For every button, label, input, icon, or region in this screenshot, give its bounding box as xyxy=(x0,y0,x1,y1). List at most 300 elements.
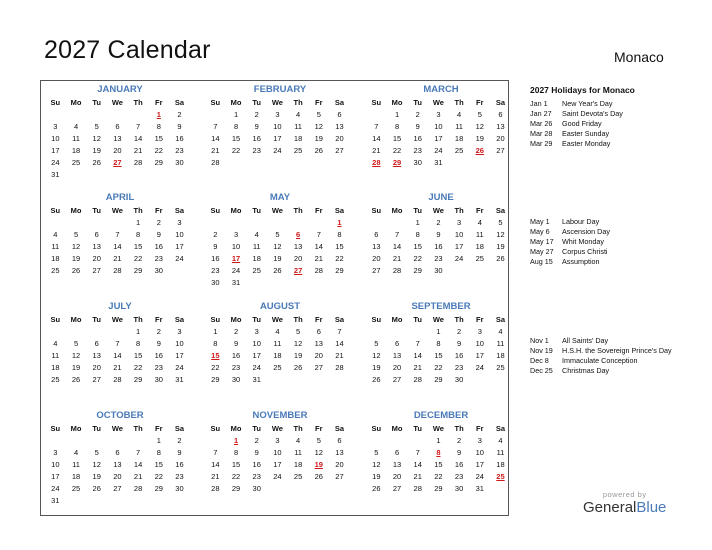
day-cell: 7 xyxy=(115,339,120,348)
day-cell: 4 xyxy=(296,110,301,119)
day-cell: 7 xyxy=(136,122,141,131)
day-cell: 17 xyxy=(252,351,261,360)
day-cell: 23 xyxy=(175,146,184,155)
day-cell: 24 xyxy=(51,158,60,167)
empty-day-cell xyxy=(128,169,149,181)
day-cell: 8 xyxy=(156,448,161,457)
weekday-label: Th xyxy=(454,424,464,433)
day-cell: 8 xyxy=(233,448,239,457)
day-cell: 22 xyxy=(392,146,402,155)
weekday-label: Sa xyxy=(174,206,185,215)
day-cell: 15 xyxy=(133,351,143,360)
day-cell: 17 xyxy=(51,472,60,481)
day-cell: 7 xyxy=(115,230,120,239)
holiday-date: Jan 27 xyxy=(530,109,552,118)
empty-day-cell xyxy=(86,495,107,507)
day-cell: 22 xyxy=(231,146,241,155)
weekday-label: Sa xyxy=(174,315,185,324)
week-row xyxy=(366,241,516,253)
empty-day-cell xyxy=(329,483,350,495)
day-cell: 2 xyxy=(156,327,161,336)
holiday-date: Nov 19 xyxy=(530,346,553,355)
day-cell: 2 xyxy=(233,327,239,336)
day-cell: 14 xyxy=(413,460,422,469)
day-cell: 27 xyxy=(372,266,381,275)
day-cell: 10 xyxy=(273,448,282,457)
day-cell: 4 xyxy=(498,436,503,445)
day-cell: 19 xyxy=(71,254,81,263)
day-cell: 14 xyxy=(211,134,220,143)
empty-day-cell xyxy=(86,217,107,229)
week-row xyxy=(366,338,516,350)
day-cell: 20 xyxy=(314,351,323,360)
weekday-label: Mo xyxy=(70,424,82,433)
weekday-label: Tu xyxy=(92,206,102,215)
day-cell: 24 xyxy=(273,472,282,481)
empty-day-cell xyxy=(66,217,87,229)
day-cell: 6 xyxy=(498,110,503,119)
day-cell: 6 xyxy=(337,110,342,119)
day-cell: 20 xyxy=(293,254,303,263)
weekday-label: Th xyxy=(133,424,143,433)
week-row xyxy=(45,229,195,241)
week-row xyxy=(45,362,195,374)
week-row xyxy=(45,471,195,483)
day-cell: 20 xyxy=(92,363,101,372)
day-cell: 6 xyxy=(337,436,342,445)
empty-day-cell xyxy=(45,326,66,338)
month-name: DECEMBER xyxy=(413,410,469,421)
month-february xyxy=(205,83,355,169)
day-cell: 27 xyxy=(335,146,344,155)
holiday-day-cell: 19 xyxy=(314,460,323,469)
day-cell: 14 xyxy=(413,351,422,360)
holiday-list-title: 2027 Holidays for Monaco xyxy=(530,85,635,95)
week-row xyxy=(205,350,355,362)
day-cell: 12 xyxy=(314,122,323,131)
weekday-label: Th xyxy=(133,206,143,215)
week-row xyxy=(45,350,195,362)
week-row xyxy=(45,217,195,229)
day-cell: 1 xyxy=(394,110,400,119)
day-cell: 26 xyxy=(71,266,81,275)
empty-day-cell xyxy=(66,326,87,338)
day-cell: 18 xyxy=(71,472,81,481)
day-cell: 4 xyxy=(73,122,79,131)
day-cell: 30 xyxy=(454,484,464,493)
day-cell: 6 xyxy=(394,448,400,457)
day-cell: 9 xyxy=(415,122,420,131)
day-cell: 30 xyxy=(154,375,163,384)
day-cell: 11 xyxy=(72,460,80,469)
empty-day-cell xyxy=(449,265,470,277)
week-row xyxy=(366,145,516,157)
weekday-header xyxy=(366,423,516,435)
day-cell: 3 xyxy=(436,110,441,119)
day-cell: 18 xyxy=(496,460,505,469)
holiday-list xyxy=(530,85,708,375)
day-cell: 26 xyxy=(314,472,323,481)
day-cell: 20 xyxy=(335,134,344,143)
day-cell: 22 xyxy=(154,472,163,481)
day-cell: 24 xyxy=(231,266,241,275)
day-cell: 9 xyxy=(233,339,239,348)
day-cell: 9 xyxy=(254,122,259,131)
holiday-date: Mar 29 xyxy=(530,139,553,148)
day-cell: 13 xyxy=(92,351,101,360)
month-april xyxy=(45,191,195,277)
weekday-label: Th xyxy=(454,315,464,324)
week-row xyxy=(45,109,195,121)
day-cell: 16 xyxy=(154,242,163,251)
holiday-row xyxy=(530,366,708,376)
weekday-label: Sa xyxy=(334,424,345,433)
day-cell: 3 xyxy=(457,218,462,227)
day-cell: 5 xyxy=(94,122,99,131)
day-cell: 13 xyxy=(335,448,344,457)
day-cell: 30 xyxy=(231,375,241,384)
day-cell: 4 xyxy=(254,230,259,239)
empty-day-cell xyxy=(490,483,511,495)
day-cell: 20 xyxy=(392,472,402,481)
day-cell: 29 xyxy=(434,484,443,493)
day-cell: 19 xyxy=(475,134,484,143)
day-cell: 5 xyxy=(498,218,503,227)
empty-day-cell xyxy=(407,435,428,447)
day-cell: 10 xyxy=(175,339,184,348)
day-cell: 24 xyxy=(175,363,184,372)
day-cell: 17 xyxy=(475,460,484,469)
weekday-label: We xyxy=(111,315,123,324)
day-cell: 7 xyxy=(213,448,218,457)
week-row xyxy=(205,121,355,133)
day-cell: 24 xyxy=(51,484,60,493)
day-cell: 31 xyxy=(475,484,484,493)
weekday-label: Mo xyxy=(230,424,242,433)
weekday-label: Mo xyxy=(70,315,82,324)
week-row xyxy=(205,447,355,459)
day-cell: 24 xyxy=(273,146,282,155)
day-cell: 14 xyxy=(314,242,323,251)
empty-day-cell xyxy=(469,157,490,169)
day-cell: 23 xyxy=(454,363,464,372)
day-cell: 12 xyxy=(475,122,484,131)
holiday-day-cell: 8 xyxy=(436,448,441,457)
holiday-name: H.S.H. the Sovereign Prince's Day xyxy=(562,346,672,355)
day-cell: 13 xyxy=(372,242,381,251)
weekday-label: Tu xyxy=(413,424,423,433)
day-cell: 11 xyxy=(273,339,282,348)
empty-day-cell xyxy=(246,157,267,169)
day-cell: 29 xyxy=(413,266,422,275)
day-cell: 10 xyxy=(475,448,484,457)
day-cell: 18 xyxy=(51,363,60,372)
holiday-row xyxy=(530,139,708,149)
month-name: JANUARY xyxy=(97,84,143,95)
day-cell: 17 xyxy=(273,460,282,469)
empty-day-cell xyxy=(329,157,350,169)
weekday-label: Fr xyxy=(476,424,484,433)
day-cell: 22 xyxy=(211,363,220,372)
empty-day-cell xyxy=(169,495,190,507)
day-cell: 3 xyxy=(233,230,239,239)
month-name: JULY xyxy=(108,301,132,312)
month-january xyxy=(45,83,195,181)
day-cell: 1 xyxy=(136,327,141,336)
day-cell: 16 xyxy=(175,134,184,143)
day-cell: 7 xyxy=(316,230,321,239)
day-cell: 15 xyxy=(413,242,422,251)
week-row xyxy=(205,277,355,289)
weekday-label: Tu xyxy=(252,206,262,215)
day-cell: 30 xyxy=(175,158,184,167)
empty-day-cell xyxy=(66,495,87,507)
day-cell: 11 xyxy=(51,351,60,360)
empty-day-cell xyxy=(366,217,387,229)
day-cell: 26 xyxy=(92,484,101,493)
holiday-name: Corpus Christi xyxy=(562,247,608,256)
weekday-label: Sa xyxy=(495,315,506,324)
empty-day-cell xyxy=(407,326,428,338)
day-cell: 21 xyxy=(372,146,381,155)
weekday-label: Su xyxy=(371,206,382,215)
day-cell: 25 xyxy=(71,484,81,493)
day-cell: 26 xyxy=(372,484,381,493)
day-cell: 1 xyxy=(156,436,161,445)
day-cell: 4 xyxy=(53,230,58,239)
weekday-label: Tu xyxy=(252,315,262,324)
day-cell: 7 xyxy=(374,122,379,131)
weekday-label: Fr xyxy=(155,98,163,107)
day-cell: 3 xyxy=(275,110,280,119)
week-row xyxy=(205,338,355,350)
empty-day-cell xyxy=(267,217,288,229)
day-cell: 26 xyxy=(372,375,381,384)
empty-day-cell xyxy=(308,157,329,169)
weekday-label: Mo xyxy=(391,206,403,215)
holiday-date: May 27 xyxy=(530,247,554,256)
day-cell: 26 xyxy=(293,363,303,372)
weekday-label: Mo xyxy=(391,315,403,324)
day-cell: 1 xyxy=(415,218,420,227)
weekday-label: Sa xyxy=(174,98,185,107)
day-cell: 18 xyxy=(71,146,81,155)
day-cell: 13 xyxy=(392,351,402,360)
day-cell: 1 xyxy=(436,327,441,336)
empty-day-cell xyxy=(128,109,149,121)
day-cell: 15 xyxy=(434,460,443,469)
holiday-row xyxy=(530,109,708,119)
weekday-header xyxy=(205,97,355,109)
day-cell: 8 xyxy=(233,122,239,131)
week-row xyxy=(205,229,355,241)
weekday-label: Th xyxy=(133,315,143,324)
day-cell: 4 xyxy=(477,218,482,227)
day-cell: 16 xyxy=(211,254,220,263)
weekday-header xyxy=(205,205,355,217)
empty-day-cell xyxy=(86,109,107,121)
day-cell: 23 xyxy=(252,146,261,155)
empty-day-cell xyxy=(366,326,387,338)
day-cell: 7 xyxy=(136,448,141,457)
empty-day-cell xyxy=(490,157,511,169)
holiday-day-cell: 26 xyxy=(475,146,484,155)
day-cell: 13 xyxy=(92,242,101,251)
day-cell: 28 xyxy=(314,266,323,275)
country-label: Monaco xyxy=(614,49,664,65)
day-cell: 22 xyxy=(413,254,422,263)
empty-day-cell xyxy=(267,374,288,386)
day-cell: 8 xyxy=(136,230,141,239)
day-cell: 11 xyxy=(294,122,302,131)
day-cell: 26 xyxy=(496,254,505,263)
day-cell: 7 xyxy=(415,339,420,348)
weekday-label: Th xyxy=(133,98,143,107)
day-cell: 23 xyxy=(231,363,241,372)
day-cell: 2 xyxy=(156,218,161,227)
day-cell: 10 xyxy=(175,230,184,239)
day-cell: 4 xyxy=(296,436,301,445)
day-cell: 2 xyxy=(254,110,259,119)
day-cell: 22 xyxy=(434,363,443,372)
holiday-name: Immaculate Conception xyxy=(562,356,638,365)
empty-day-cell xyxy=(169,265,190,277)
day-cell: 30 xyxy=(211,278,220,287)
day-cell: 22 xyxy=(335,254,344,263)
month-september xyxy=(366,300,516,386)
weekday-label: Mo xyxy=(230,98,242,107)
brand-logo xyxy=(583,490,666,516)
week-row xyxy=(205,374,355,386)
day-cell: 15 xyxy=(154,134,163,143)
day-cell: 18 xyxy=(496,351,505,360)
day-cell: 28 xyxy=(211,484,220,493)
day-cell: 8 xyxy=(394,122,400,131)
day-cell: 4 xyxy=(53,339,58,348)
empty-day-cell xyxy=(366,109,387,121)
day-cell: 11 xyxy=(475,230,484,239)
day-cell: 8 xyxy=(213,339,218,348)
day-cell: 2 xyxy=(177,110,182,119)
empty-day-cell xyxy=(267,277,288,289)
week-row xyxy=(45,157,195,169)
day-cell: 10 xyxy=(51,134,60,143)
empty-day-cell xyxy=(66,435,87,447)
day-cell: 4 xyxy=(498,327,503,336)
day-cell: 18 xyxy=(51,254,60,263)
empty-day-cell xyxy=(288,374,309,386)
day-cell: 15 xyxy=(335,242,344,251)
day-cell: 12 xyxy=(496,230,505,239)
weekday-label: Su xyxy=(50,315,61,324)
day-cell: 23 xyxy=(154,363,163,372)
day-cell: 23 xyxy=(175,472,184,481)
weekday-label: Su xyxy=(210,98,221,107)
weekday-label: Mo xyxy=(70,206,82,215)
day-cell: 8 xyxy=(136,339,141,348)
holiday-name: Easter Sunday xyxy=(562,129,610,138)
day-cell: 16 xyxy=(175,460,184,469)
day-cell: 16 xyxy=(252,460,261,469)
day-cell: 25 xyxy=(252,266,261,275)
empty-day-cell xyxy=(387,326,408,338)
empty-day-cell xyxy=(469,374,490,386)
empty-day-cell xyxy=(490,374,511,386)
day-cell: 13 xyxy=(293,242,303,251)
day-cell: 24 xyxy=(175,254,184,263)
day-cell: 14 xyxy=(211,460,220,469)
month-july xyxy=(45,300,195,386)
week-row xyxy=(45,326,195,338)
weekday-label: Sa xyxy=(334,206,345,215)
day-cell: 10 xyxy=(51,460,60,469)
day-cell: 17 xyxy=(454,242,464,251)
week-row xyxy=(45,169,195,181)
day-cell: 24 xyxy=(454,254,464,263)
day-cell: 3 xyxy=(477,436,482,445)
day-cell: 31 xyxy=(51,170,60,179)
day-cell: 23 xyxy=(211,266,220,275)
weekday-label: Th xyxy=(293,424,303,433)
weekday-label: Th xyxy=(293,315,303,324)
holiday-row xyxy=(530,336,708,346)
day-cell: 13 xyxy=(392,460,402,469)
weekday-header xyxy=(205,423,355,435)
day-cell: 14 xyxy=(372,134,381,143)
day-cell: 19 xyxy=(273,254,282,263)
holiday-date: May 1 xyxy=(530,217,550,226)
empty-day-cell xyxy=(469,265,490,277)
weekday-header xyxy=(45,423,195,435)
empty-day-cell xyxy=(267,157,288,169)
day-cell: 9 xyxy=(457,339,462,348)
weekday-label: We xyxy=(432,424,444,433)
day-cell: 28 xyxy=(335,363,344,372)
empty-day-cell xyxy=(86,435,107,447)
holiday-name: Easter Monday xyxy=(562,139,611,148)
weekday-label: Sa xyxy=(334,98,345,107)
day-cell: 5 xyxy=(73,230,79,239)
day-cell: 15 xyxy=(392,134,402,143)
holiday-day-cell: 29 xyxy=(392,158,402,167)
holiday-date: Dec 25 xyxy=(530,366,553,375)
holiday-day-cell: 27 xyxy=(293,266,303,275)
week-row xyxy=(45,241,195,253)
month-name: JUNE xyxy=(428,192,454,203)
day-cell: 14 xyxy=(392,242,402,251)
day-cell: 27 xyxy=(314,363,323,372)
day-cell: 30 xyxy=(175,484,184,493)
holiday-date: Jan 1 xyxy=(530,99,548,108)
empty-day-cell xyxy=(66,169,87,181)
empty-day-cell xyxy=(45,109,66,121)
week-row xyxy=(45,459,195,471)
week-row xyxy=(45,253,195,265)
day-cell: 18 xyxy=(454,134,464,143)
empty-day-cell xyxy=(308,277,329,289)
day-cell: 21 xyxy=(413,363,422,372)
day-cell: 2 xyxy=(457,327,462,336)
day-cell: 5 xyxy=(316,436,321,445)
weekday-label: We xyxy=(432,315,444,324)
day-cell: 14 xyxy=(335,339,344,348)
holiday-date: May 17 xyxy=(530,237,554,246)
weekday-label: We xyxy=(432,206,444,215)
weekday-label: Su xyxy=(50,424,61,433)
day-cell: 18 xyxy=(252,254,261,263)
day-cell: 18 xyxy=(293,134,303,143)
empty-day-cell xyxy=(308,483,329,495)
